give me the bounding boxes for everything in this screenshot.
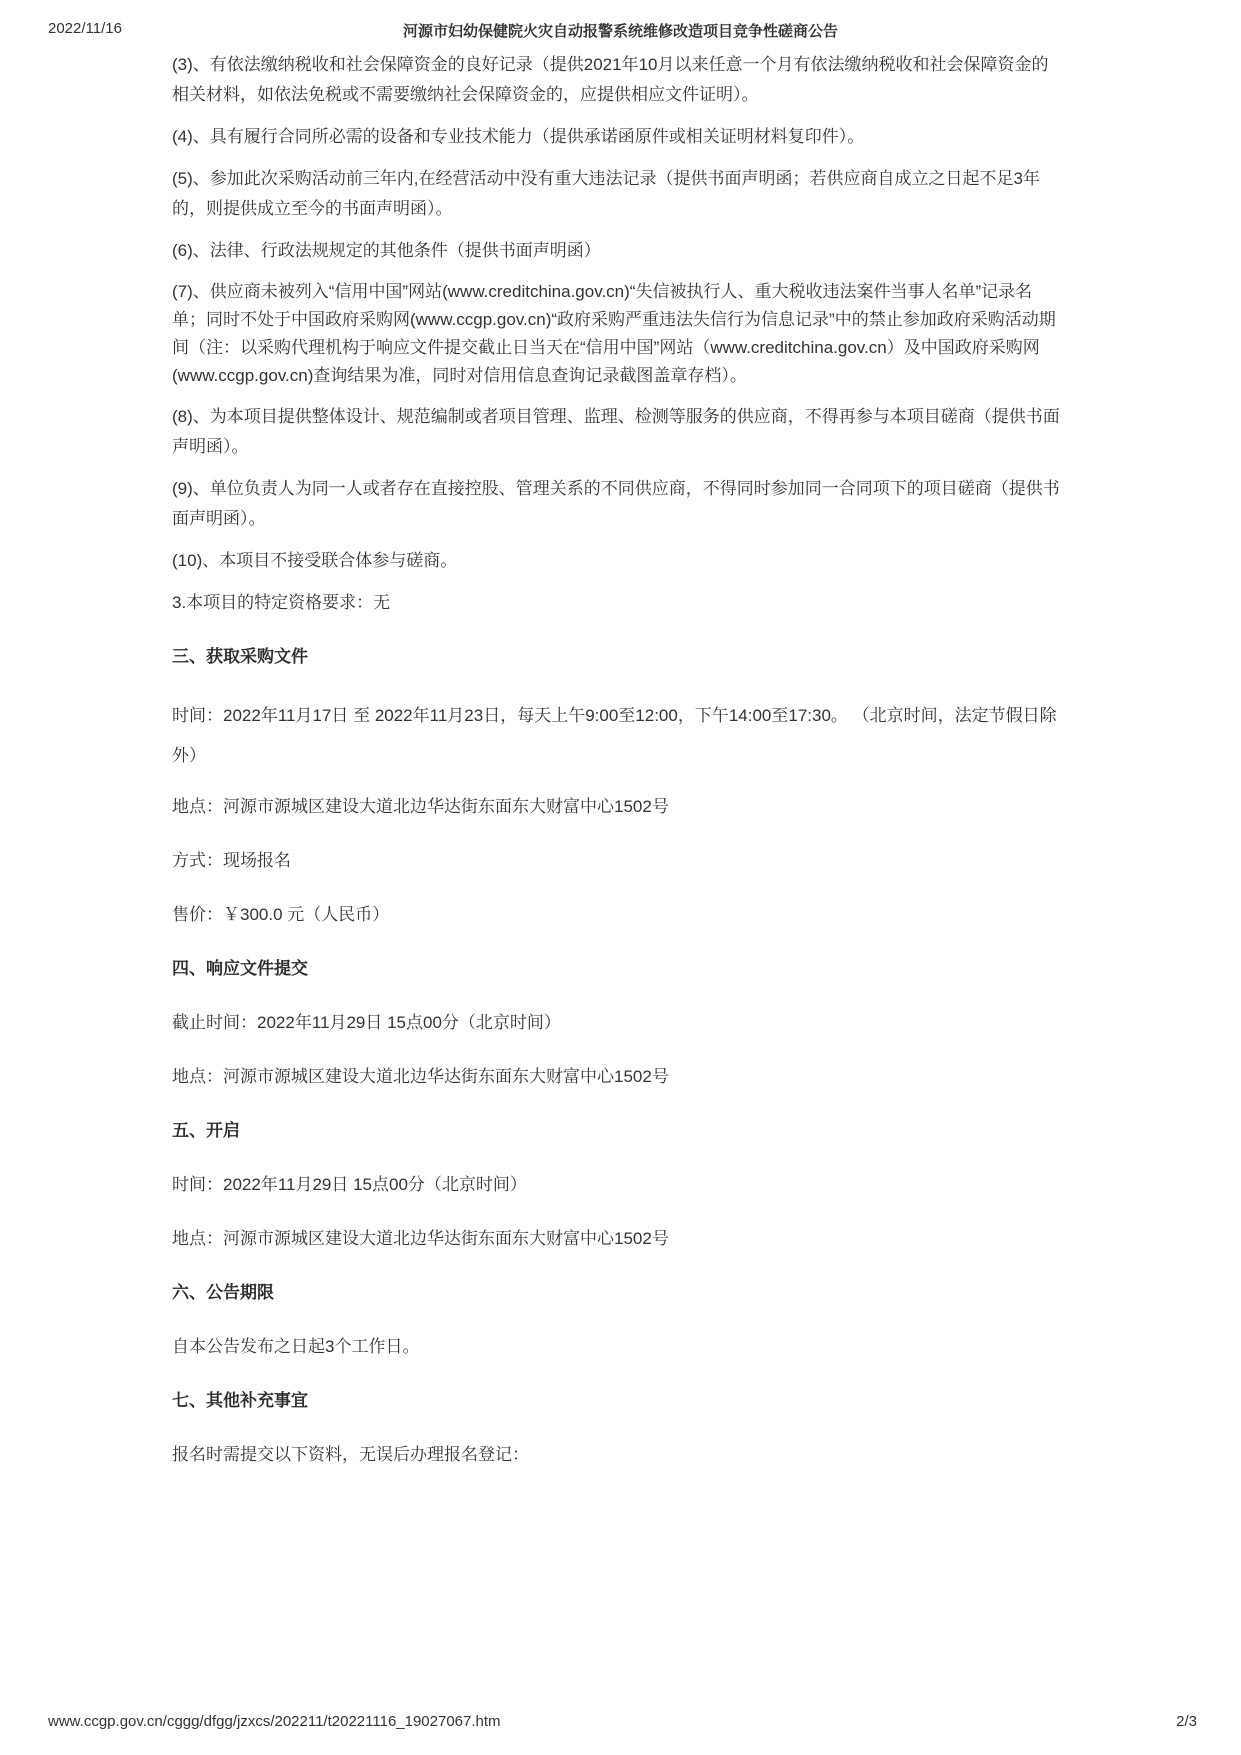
body-paragraph: (4)、具有履行合同所必需的设备和专业技术能力（提供承诺函原件或相关证明材料复印件）。 [172, 127, 865, 146]
page-number: 2/3 [1176, 1713, 1197, 1730]
document-body [172, 50, 1060, 1494]
body-paragraph: 地点：河源市源城区建设大道北边华达街东面东大财富中心1502号 [172, 1229, 669, 1248]
body-paragraph: (3)、有依法缴纳税收和社会保障资金的良好记录（提供2021年10月以来任意一个月有依法缴纳税收和社会保障资金的相关材料，如依法免税或不需要缴纳社会保障资金的，应提供相应文件证明）。 [172, 55, 1049, 104]
print-footer [48, 1713, 1197, 1733]
print-header [48, 20, 1193, 40]
body-paragraph: (7)、供应商未被列入“信用中国”网站(www.creditchina.gov.cn)“失信被执行人、重大税收违法案件当事人名单”记录名单；同时不处于中国政府采购网(www.ccgp.gov.cn)“政府采购严重违法失信行为信息记录”中的禁止参加政府采购活动期间（注：以采购代理机构于响应文件提交截止日当天在“信用中国”网站（www.creditchina.gov.cn）及中国政府采购网(www.ccgp.gov.cn)查询结果为准，同时对信用信息查询记录截图盖章存档）。 [172, 282, 1056, 385]
body-paragraph: (10)、本项目不接受联合体参与磋商。 [172, 551, 458, 570]
body-paragraph: 时间：2022年11月29日 15点00分（北京时间） [172, 1175, 527, 1194]
section-heading: 五、开启 [172, 1121, 240, 1140]
section-heading: 三、获取采购文件 [172, 647, 308, 666]
body-paragraph: 截止时间：2022年11月29日 15点00分（北京时间） [172, 1013, 561, 1032]
section-heading: 七、其他补充事宜 [172, 1391, 308, 1410]
body-paragraph: (6)、法律、行政法规规定的其他条件（提供书面声明函） [172, 241, 601, 260]
body-paragraph: 报名时需提交以下资料，无误后办理报名登记： [172, 1445, 529, 1464]
body-paragraph: (5)、参加此次采购活动前三年内,在经营活动中没有重大违法记录（提供书面声明函；若供应商自成立之日起不足3年的，则提供成立至今的书面声明函）。 [172, 169, 1040, 218]
body-paragraph: 地点：河源市源城区建设大道北边华达街东面东大财富中心1502号 [172, 797, 669, 816]
body-paragraph: (9)、单位负责人为同一人或者存在直接控股、管理关系的不同供应商，不得同时参加同一合同项下的项目磋商（提供书面声明函）。 [172, 479, 1060, 528]
body-paragraph: 地点：河源市源城区建设大道北边华达街东面东大财富中心1502号 [172, 1067, 669, 1086]
body-paragraph: 售价：￥300.0 元（人民币） [172, 905, 390, 924]
body-paragraph: 时间：2022年11月17日 至 2022年11月23日，每天上午9:00至12:00，下午14:00至17:30。 （北京时间，法定节假日除外） [172, 706, 1057, 765]
print-date: 2022/11/16 [48, 20, 122, 37]
section-heading: 六、公告期限 [172, 1283, 274, 1302]
body-paragraph: (8)、为本项目提供整体设计、规范编制或者项目管理、监理、检测等服务的供应商，不得再参与本项目磋商（提供书面声明函）。 [172, 407, 1060, 456]
body-paragraph: 方式：现场报名 [172, 851, 291, 870]
body-paragraph: 3.本项目的特定资格要求：无 [172, 593, 391, 612]
body-paragraph: 自本公告发布之日起3个工作日。 [172, 1337, 420, 1356]
section-heading: 四、响应文件提交 [172, 959, 308, 978]
document-title: 河源市妇幼保健院火灾自动报警系统维修改造项目竞争性磋商公告 [402, 23, 838, 40]
source-url: www.ccgp.gov.cn/cggg/dfgg/jzxcs/202211/t20221116_19027067.htm [48, 1713, 501, 1730]
